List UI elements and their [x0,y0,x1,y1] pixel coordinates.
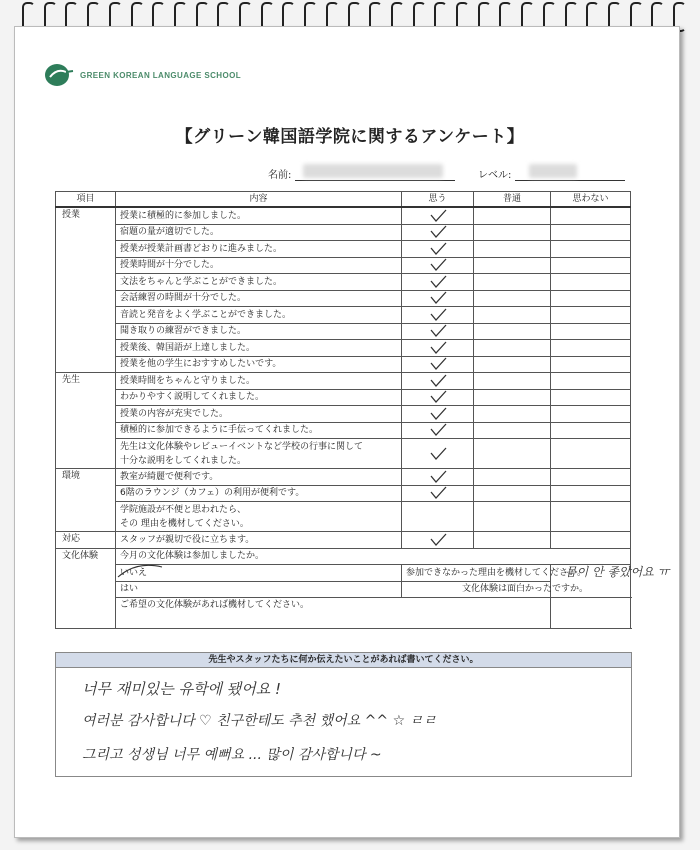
answer-cell-disagree[interactable] [551,406,631,423]
answer-cell-agree[interactable] [402,224,474,241]
answer-cell-neutral[interactable] [474,274,551,291]
checkmark-icon [402,275,473,289]
question-cell: 教室が綺麗で便利です。 [116,469,402,486]
answer-cell-agree[interactable] [402,340,474,357]
answer-cell-neutral[interactable] [474,502,551,532]
table-row [56,502,631,532]
header-content: 内容 [116,192,402,208]
answer-cell-disagree[interactable] [551,307,631,324]
handwritten-line-2: 여러분 감사합니다 ♡ 친구한테도 추천 했어요 ^^ ☆ ㄹㄹ [82,713,437,729]
checkmark-icon [402,486,473,500]
name-blank [295,168,455,181]
header-disagree: 思わない [551,192,631,208]
checkmark-icon [402,390,473,404]
question-text: 学院施設が不便と思われたら、 [120,504,247,515]
checkmark-icon [402,341,473,355]
checkmark-icon [402,225,473,239]
answer-cell-neutral[interactable] [474,439,551,469]
question-cell: 積極的に参加できるように手伝ってくれました。 [116,422,402,439]
answer-cell-neutral[interactable] [474,485,551,502]
answer-cell-agree[interactable] [402,532,474,549]
reason-answer-cell[interactable] [551,565,670,598]
wish-prompt-cell: ご希望の文化体験があれば機材してください。 [116,598,551,629]
culture-no-option: いいえ [120,567,148,578]
table-row [56,207,631,224]
survey-table [55,191,670,629]
checkmark-icon [402,242,473,256]
table-row [56,340,631,357]
table-row [56,439,631,469]
reason-answer: 몸이 안 좋았어요 ㅠ [565,565,670,579]
name-field[interactable] [268,166,455,181]
question-cell: 授業の内容が充実でした。 [116,406,402,423]
question-text: 先生は文化体験やレビューイベントなど学校の行事に関して [120,441,364,452]
answer-cell-neutral[interactable] [474,323,551,340]
table-row [56,485,631,502]
question-cell: 授業時間が十分でした。 [116,257,402,274]
header-category: 項目 [56,192,116,208]
handwritten-line-1: 너무 재미있는 유학에 됐어요 ! [82,680,281,698]
question-cell: 今月の文化体験は参加しましたか。 [116,548,631,565]
answer-cell-agree[interactable] [402,485,474,502]
question-cell: 6階のラウンジ（カフェ）の利用が便利です。 [116,485,402,502]
question-text-2: 十分な説明をしてくれました。 [120,455,247,466]
culture-yes-option: はい [120,584,139,595]
answer-cell-agree[interactable] [402,207,474,224]
table-row [56,274,631,291]
checkmark-icon [402,291,473,305]
question-cell: 宿題の量が適切でした。 [116,224,402,241]
question-cell: 授業に積極的に参加しました。 [116,207,402,224]
category-cell: 先生 [56,373,116,469]
answer-cell-disagree[interactable] [551,356,631,373]
answer-cell-agree[interactable] [402,502,474,532]
answer-cell-neutral[interactable] [474,532,551,549]
answer-cell-neutral[interactable] [474,257,551,274]
free-comment-box[interactable] [55,668,632,777]
question-cell [116,439,402,469]
table-row [56,323,631,340]
name-label: 名前: [268,170,292,181]
answer-cell-agree[interactable] [402,373,474,390]
answer-cell-agree[interactable] [402,274,474,291]
answer-cell-agree[interactable] [402,290,474,307]
checkmark-icon [402,209,473,223]
answer-cell-disagree[interactable] [551,257,631,274]
answer-cell-disagree[interactable] [551,485,631,502]
handwritten-line-3: 그리고 성생님 너무 예뻐요 ... 많이 감사합니다 ~ [82,747,382,763]
circled-mark-icon [116,563,166,581]
answer-cell-disagree[interactable] [551,290,631,307]
checkmark-icon [402,357,473,371]
level-field[interactable] [478,166,625,181]
checkmark-icon [402,447,473,461]
answer-cell-disagree[interactable] [551,207,631,224]
answer-cell-disagree[interactable] [551,373,631,390]
answer-cell-disagree[interactable] [551,241,631,258]
answer-cell-disagree[interactable] [551,439,631,469]
checkmark-icon [402,258,473,272]
answer-cell-agree[interactable] [402,307,474,324]
answer-cell-neutral[interactable] [474,290,551,307]
school-name: GREEN KOREAN LANGUAGE SCHOOL [80,70,241,80]
answer-cell-agree[interactable] [402,406,474,423]
answer-cell-disagree[interactable] [551,389,631,406]
question-cell: 授業が授業計画書どおりに進みました。 [116,241,402,258]
culture-no-cell[interactable] [116,565,402,582]
question-cell: 聞き取りの練習ができました。 [116,323,402,340]
answer-cell-neutral[interactable] [474,469,551,486]
answer-cell-neutral[interactable] [474,373,551,390]
answer-cell-neutral[interactable] [474,224,551,241]
answer-cell-neutral[interactable] [474,241,551,258]
question-cell: 音読と発音をよく学ぶことができました。 [116,307,402,324]
culture-yes-cell[interactable] [116,581,402,598]
question-cell: スタッフが親切で役に立ちます。 [116,532,402,549]
level-label: レベル: [478,170,512,181]
page-title: 【グリーン韓国語学院に関するアンケート】 [175,127,525,147]
question-text-2: その 理由を機材してください。 [120,518,249,529]
wish-answer-cell[interactable] [551,598,631,629]
answer-cell-neutral[interactable] [474,307,551,324]
table-row [56,532,631,549]
table-row [56,373,631,390]
level-blank [515,168,625,181]
checkmark-icon [402,308,473,322]
answer-cell-disagree[interactable] [551,502,631,532]
answer-cell-disagree[interactable] [551,224,631,241]
fun-prompt-cell: 文化体験は面白かったですか。 [402,581,551,598]
category-cell: 授業 [56,207,116,373]
message-bar: 先生やスタッフたちに何か伝えたいことがあれば書いてください。 [55,652,632,668]
checkmark-icon [402,470,473,484]
table-row [56,389,631,406]
table-row [56,356,631,373]
answer-cell-agree[interactable] [402,389,474,406]
category-cell: 対応 [56,532,116,549]
answer-cell-neutral[interactable] [474,207,551,224]
answer-cell-disagree[interactable] [551,274,631,291]
question-cell: 授業を他の学生におすすめしたいです。 [116,356,402,373]
question-cell: わかりやすく説明してくれました。 [116,389,402,406]
answer-cell-neutral[interactable] [474,406,551,423]
answer-cell-disagree[interactable] [551,323,631,340]
answer-cell-neutral[interactable] [474,340,551,357]
question-cell: 授業時間をちゃんと守りました。 [116,373,402,390]
checkmark-icon [402,324,473,338]
answer-cell-agree[interactable] [402,469,474,486]
answer-cell-disagree[interactable] [551,469,631,486]
checkmark-icon [402,374,473,388]
table-row [56,598,631,629]
answer-cell-neutral[interactable] [474,389,551,406]
answer-cell-neutral[interactable] [474,356,551,373]
table-row [56,307,631,324]
question-cell: 会話練習の時間が十分でした。 [116,290,402,307]
table-row [56,241,631,258]
leaf-logo-icon [44,62,74,88]
checkmark-icon [402,407,473,421]
category-cell: 文化体験 [56,548,116,629]
answer-cell-disagree[interactable] [551,340,631,357]
checkmark-icon [402,423,473,437]
checkmark-icon [402,533,473,547]
answer-cell-agree[interactable] [402,356,474,373]
header-agree: 思う [402,192,474,208]
school-logo [44,62,241,88]
table-row [56,224,631,241]
answer-cell-agree[interactable] [402,241,474,258]
table-row [56,469,631,486]
header-neutral: 普通 [474,192,551,208]
table-row [56,290,631,307]
answer-cell-agree[interactable] [402,323,474,340]
reason-prompt-cell: 参加できなかった理由を機材してください。 [402,565,551,582]
table-row [56,406,631,423]
table-row [56,257,631,274]
question-cell: 授業後、韓国語が上達しました。 [116,340,402,357]
question-cell [116,502,402,532]
table-row [56,581,631,598]
table-row [56,422,631,439]
category-cell: 環境 [56,469,116,532]
answer-cell-agree[interactable] [402,257,474,274]
table-row [56,565,631,582]
answer-cell-agree[interactable] [402,422,474,439]
answer-cell-neutral[interactable] [474,422,551,439]
answer-cell-disagree[interactable] [551,532,631,549]
table-header-row [56,192,631,208]
answer-cell-disagree[interactable] [551,422,631,439]
question-cell: 文法をちゃんと学ぶことができました。 [116,274,402,291]
answer-cell-agree[interactable] [402,439,474,469]
